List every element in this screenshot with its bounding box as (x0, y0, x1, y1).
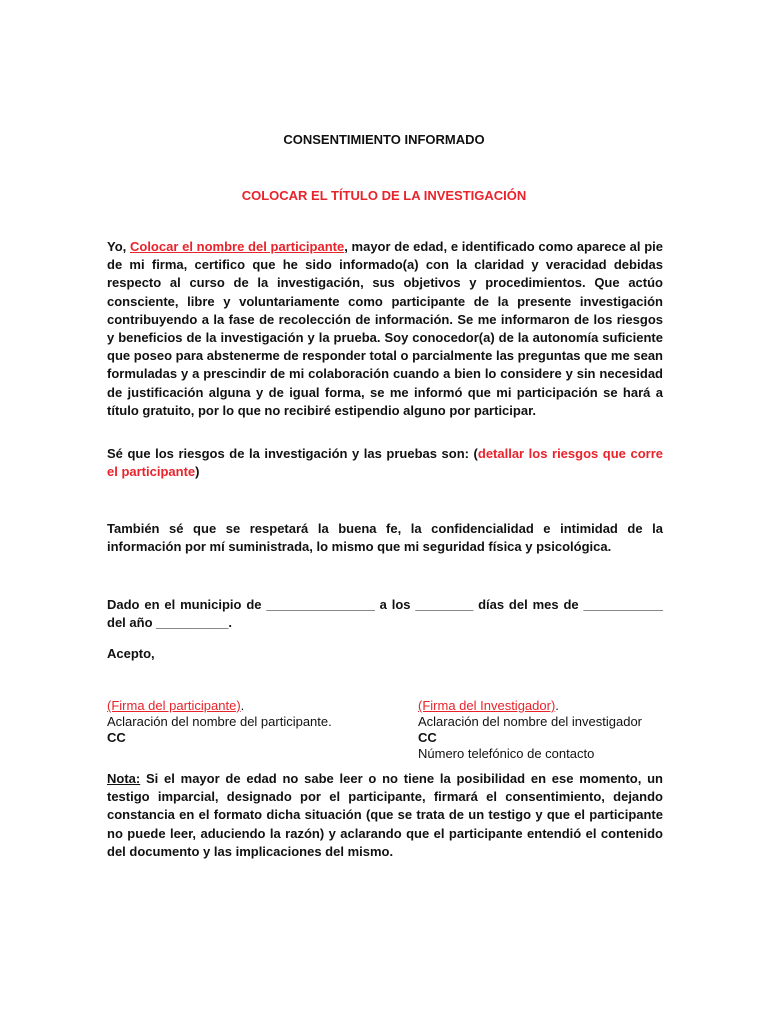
researcher-name-clarification: Aclaración del nombre del investigador (418, 714, 643, 729)
researcher-signature-period: . (555, 698, 559, 713)
place-date-line: Dado en el municipio de _______________ a los ________ días del mes de ___________ del año __________. (107, 597, 663, 631)
researcher-phone-label: Número telefónico de contacto (418, 746, 595, 761)
participant-signature-placeholder: (Firma del participante) (107, 698, 241, 713)
note-label: Nota: (107, 771, 141, 786)
document-title: CONSENTIMIENTO INFORMADO (283, 132, 485, 147)
consent-body: , mayor de edad, e identificado como aparece al pie de mi firma, certifico que he sido informado(a) con la claridad y veracidad debidas respecto al curso de la investigación, sus objetivos y procedimientos. Que actúo consciente, libre y voluntariamente como participante de la presente investigación contribuyendo a la fase de recolección de información. Se me informaron de los riesgos y beneficios de la investigación y la prueba. Soy conocedor(a) de la autonomía suficiente que poseo para abstenerme de responder total o parcialmente las preguntas que me sean formuladas y a prescindir de mi colaboración cuando a bien lo considere y sin necesidad de justificación alguna y de igual forma, se me informó que mi participación se hará a título gratuito, por lo que no recibiré estipendio alguno por participar. (107, 239, 664, 418)
note-paragraph (107, 770, 663, 861)
researcher-signature-line (418, 698, 668, 714)
researcher-signature-block (418, 698, 668, 762)
risks-prefix: Sé que los riesgos de la investigación y las pruebas son: ( (107, 446, 478, 461)
participant-name-placeholder: Colocar el nombre del participante (129, 239, 345, 254)
participant-signature-line (107, 698, 387, 714)
risks-placeholder: detallar los riesgos que corre el participante (107, 446, 663, 480)
research-title-placeholder: COLOCAR EL TÍTULO DE LA INVESTIGACIÓN (241, 188, 527, 203)
participant-id-label: CC (107, 730, 126, 745)
consent-prefix: Yo, (107, 239, 130, 254)
participant-signature-block (107, 698, 387, 746)
risks-paragraph (107, 445, 663, 481)
researcher-id-label: CC (418, 730, 437, 745)
note-text: Si el mayor de edad no sabe leer o no tiene la posibilidad en ese momento, un testigo imparcial, designado por el participante, firmará el consentimiento, dejando constancia en el formato dicha situación (que se trata de un testigo y que el participante no puede leer, aduciendo la razón) y aclarando que el participante entendió el contenido del documento y las implicaciones del mismo. (107, 771, 663, 859)
participant-signature-period: . (240, 698, 245, 713)
risks-suffix: ) (195, 464, 200, 480)
participant-name-clarification: Aclaración del nombre del participante. (107, 714, 332, 729)
researcher-signature-placeholder: (Firma del Investigador) (418, 698, 556, 713)
consent-paragraph (107, 238, 663, 420)
confidentiality-paragraph: También sé que se respetará la buena fe, la confidencialidad e intimidad de la información por mí suministrada, lo mismo que mi seguridad física y psicológica. (107, 521, 663, 555)
accept-label: Acepto, (107, 646, 155, 661)
